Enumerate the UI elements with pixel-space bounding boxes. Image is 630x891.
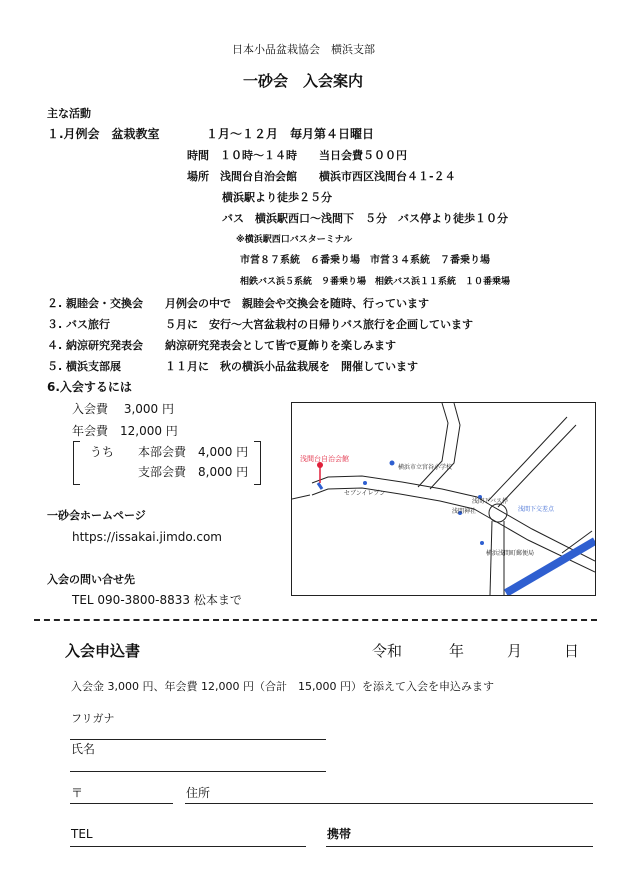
activity-2: ２. 親睦会・交換会 月例会の中で 親睦会や交換会を随時、行っています <box>47 297 430 310</box>
furigana-line[interactable] <box>70 739 326 740</box>
fee-breakdown-bracket-right <box>254 441 261 485</box>
homepage-label: 一砂会ホームページ <box>47 509 146 522</box>
form-month: 月 <box>507 642 523 660</box>
branch-fee: 支部会費 8,000 円 <box>138 465 249 479</box>
map-label-crossing: 浅間下交差点 <box>518 506 555 513</box>
fees-heading: 6.入会するには <box>47 380 132 394</box>
activity-1-route2: 相鉄バス浜５系統 ９番乗り場 相鉄バス浜１１系統 １０番乗場 <box>240 277 511 287</box>
head-office-fee: 本部会費 4,000 円 <box>138 445 249 459</box>
map-label-busstop: 浅間下バス停 <box>472 498 509 505</box>
address-line[interactable] <box>185 803 593 804</box>
entry-fee: 入会費 3,000 円 <box>72 402 174 416</box>
postoffice-marker <box>480 541 484 545</box>
postal-label: 〒 <box>71 786 84 800</box>
main-road-south-edge <box>312 488 595 572</box>
route-marker-blue <box>318 483 322 489</box>
ne-road-west-edge <box>488 417 567 501</box>
annual-fee: 年会費 12,000 円 <box>72 424 178 438</box>
fee-breakdown-label: うち <box>90 445 115 459</box>
form-statement: 入会金 3,000 円、年会費 12,000 円（合計 15,000 円）を添えて入会を申込みます <box>71 680 494 693</box>
map-label-hall: 浅間台自治会館 <box>300 455 349 463</box>
map-label-school: 横浜市立宮谷小学校 <box>398 464 453 471</box>
access-map <box>291 402 596 596</box>
ne-road-east-edge <box>498 425 576 507</box>
main-road-north-edge <box>312 476 595 561</box>
activity-1-time: 時間 １０時～１４時 当日会費５００円 <box>187 149 407 162</box>
form-title: 入会申込書 <box>65 642 141 660</box>
mobile-line[interactable] <box>326 846 593 847</box>
activity-3: ３. バス旅行 ５月に 安行～大宮盆栽村の日帰りバス旅行を企画しています <box>47 318 474 331</box>
school-marker <box>390 461 395 466</box>
activity-1-route1: 市営８７系統 ６番乗り場 市営３４系統 ７番乗り場 <box>240 255 490 266</box>
tel-label: TEL <box>71 827 93 841</box>
activity-4: ４. 納涼研究発表会 納涼研究発表会として皆で夏飾りを楽しみます <box>47 339 397 352</box>
form-year: 年 <box>449 642 465 660</box>
west-road-stub <box>292 495 310 499</box>
map-label-postoffice: 横浜浅間町郵便局 <box>486 550 535 557</box>
activity-1-schedule: １月～１２月 毎月第４日曜日 <box>206 127 375 141</box>
activity-1-walk: 横浜駅より徒歩２５分 <box>222 191 332 204</box>
activity-5: ５. 横浜支部展 １１月に 秋の横浜小品盆栽展を 開催しています <box>47 360 419 373</box>
homepage-url[interactable]: https://issakai.jimdo.com <box>72 530 222 544</box>
activity-1-label: １.月例会 盆栽教室 <box>47 127 160 141</box>
form-day: 日 <box>564 642 580 660</box>
name-label: 氏名 <box>71 742 96 756</box>
south-road-west-edge <box>490 521 492 595</box>
name-line[interactable] <box>70 771 326 772</box>
fee-breakdown-bracket-left <box>73 441 80 485</box>
form-era: 令和 <box>372 642 403 660</box>
highway-road <box>506 541 595 593</box>
postal-line[interactable] <box>70 803 173 804</box>
cut-line <box>34 619 597 621</box>
seven-eleven-marker <box>363 481 367 485</box>
activity-1-note: ※横浜駅西口バスターミナル <box>236 235 353 245</box>
contact-label: 入会の問い合せ先 <box>47 573 135 586</box>
map-drawing <box>292 403 595 595</box>
activity-1-bus: バス 横浜駅西口～浅間下 ５分 バス停より徒歩１０分 <box>222 212 508 225</box>
tel-line[interactable] <box>70 846 306 847</box>
north-road-east-edge <box>430 403 460 489</box>
furigana-label: フリガナ <box>71 712 115 725</box>
map-label-seven: セブンイレブン <box>344 490 386 497</box>
address-label: 住所 <box>186 786 211 800</box>
activities-heading: 主な活動 <box>47 107 91 120</box>
contact-tel: TEL 090-3800-8833 松本まで <box>72 593 242 607</box>
org-name: 日本小品盆栽協会 横浜支部 <box>232 43 375 56</box>
page-title: 一砂会 入会案内 <box>243 72 364 90</box>
activity-1-place: 場所 浅間台自治会館 横浜市西区浅間台４１-２４ <box>187 170 456 183</box>
mobile-label: 携帯 <box>327 827 352 841</box>
map-label-shrine: 浅間神社 <box>452 508 477 515</box>
